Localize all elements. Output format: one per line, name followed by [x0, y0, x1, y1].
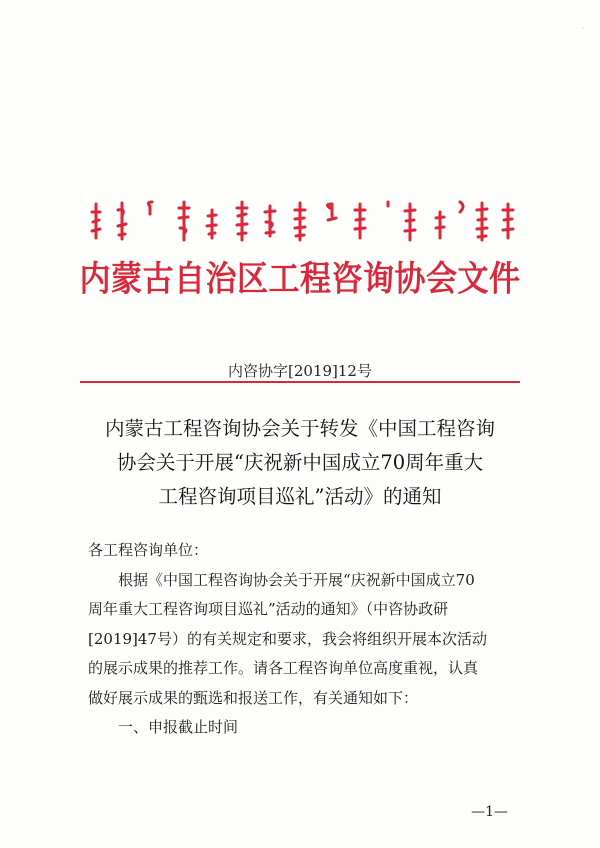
- mongolian-glyph: [436, 212, 444, 238]
- document-title-line: 内蒙古工程咨询协会关于转发《中国工程咨询: [104, 417, 495, 440]
- salutation: 各工程咨询单位：: [88, 541, 209, 559]
- document-title-line: 工程咨询项目巡礼”活动》的通知: [158, 485, 442, 508]
- mongolian-glyph: [460, 202, 463, 212]
- document-title: [80, 412, 520, 514]
- mongolian-glyph: [503, 204, 513, 238]
- paragraph-line: 根据《中国工程咨询协会关于开展“庆祝新中国成立70: [118, 570, 475, 589]
- mongolian-glyph: [295, 203, 305, 240]
- paragraph-line: 做好展示成果的甄选和报送工作，有关通知如下：: [88, 688, 419, 707]
- section-heading: 一、申报截止时间: [118, 718, 239, 736]
- document-number: 内咨协字[2019]12号: [228, 362, 372, 380]
- mongolian-glyph: [148, 202, 152, 214]
- mongolian-script-header: [88, 198, 518, 244]
- mongolian-glyph: [327, 204, 336, 220]
- paragraph-line: [2019]47号）的有关规定和要求，我会将组织开展本次活动: [88, 629, 487, 648]
- page-number: —1—: [471, 804, 508, 820]
- issuer-header-title: 内蒙古自治区工程咨询协会文件: [79, 258, 521, 300]
- mongolian-glyph: [92, 204, 100, 238]
- document-title-line: 协会关于开展“庆祝新中国成立70周年重大: [116, 451, 484, 474]
- mongolian-glyph: [118, 203, 126, 239]
- scan-mark: ·: [581, 24, 584, 33]
- mongolian-glyph: [355, 204, 365, 238]
- mongolian-glyph: [265, 206, 275, 236]
- mongolian-glyph: [179, 202, 189, 240]
- mongolian-glyph: [237, 202, 247, 240]
- paragraph-line: 的展示成果的推荐工作。请各工程咨询单位高度重视，认真: [88, 659, 479, 677]
- mongolian-glyph: [207, 210, 216, 238]
- mongolian-glyph: [405, 204, 415, 240]
- paragraph-line: 周年重大工程咨询项目巡礼”活动的通知》（中咨协政研: [88, 600, 449, 618]
- mongolian-glyph: [477, 203, 487, 240]
- document-body: [88, 536, 518, 743]
- red-divider-line: [80, 381, 520, 383]
